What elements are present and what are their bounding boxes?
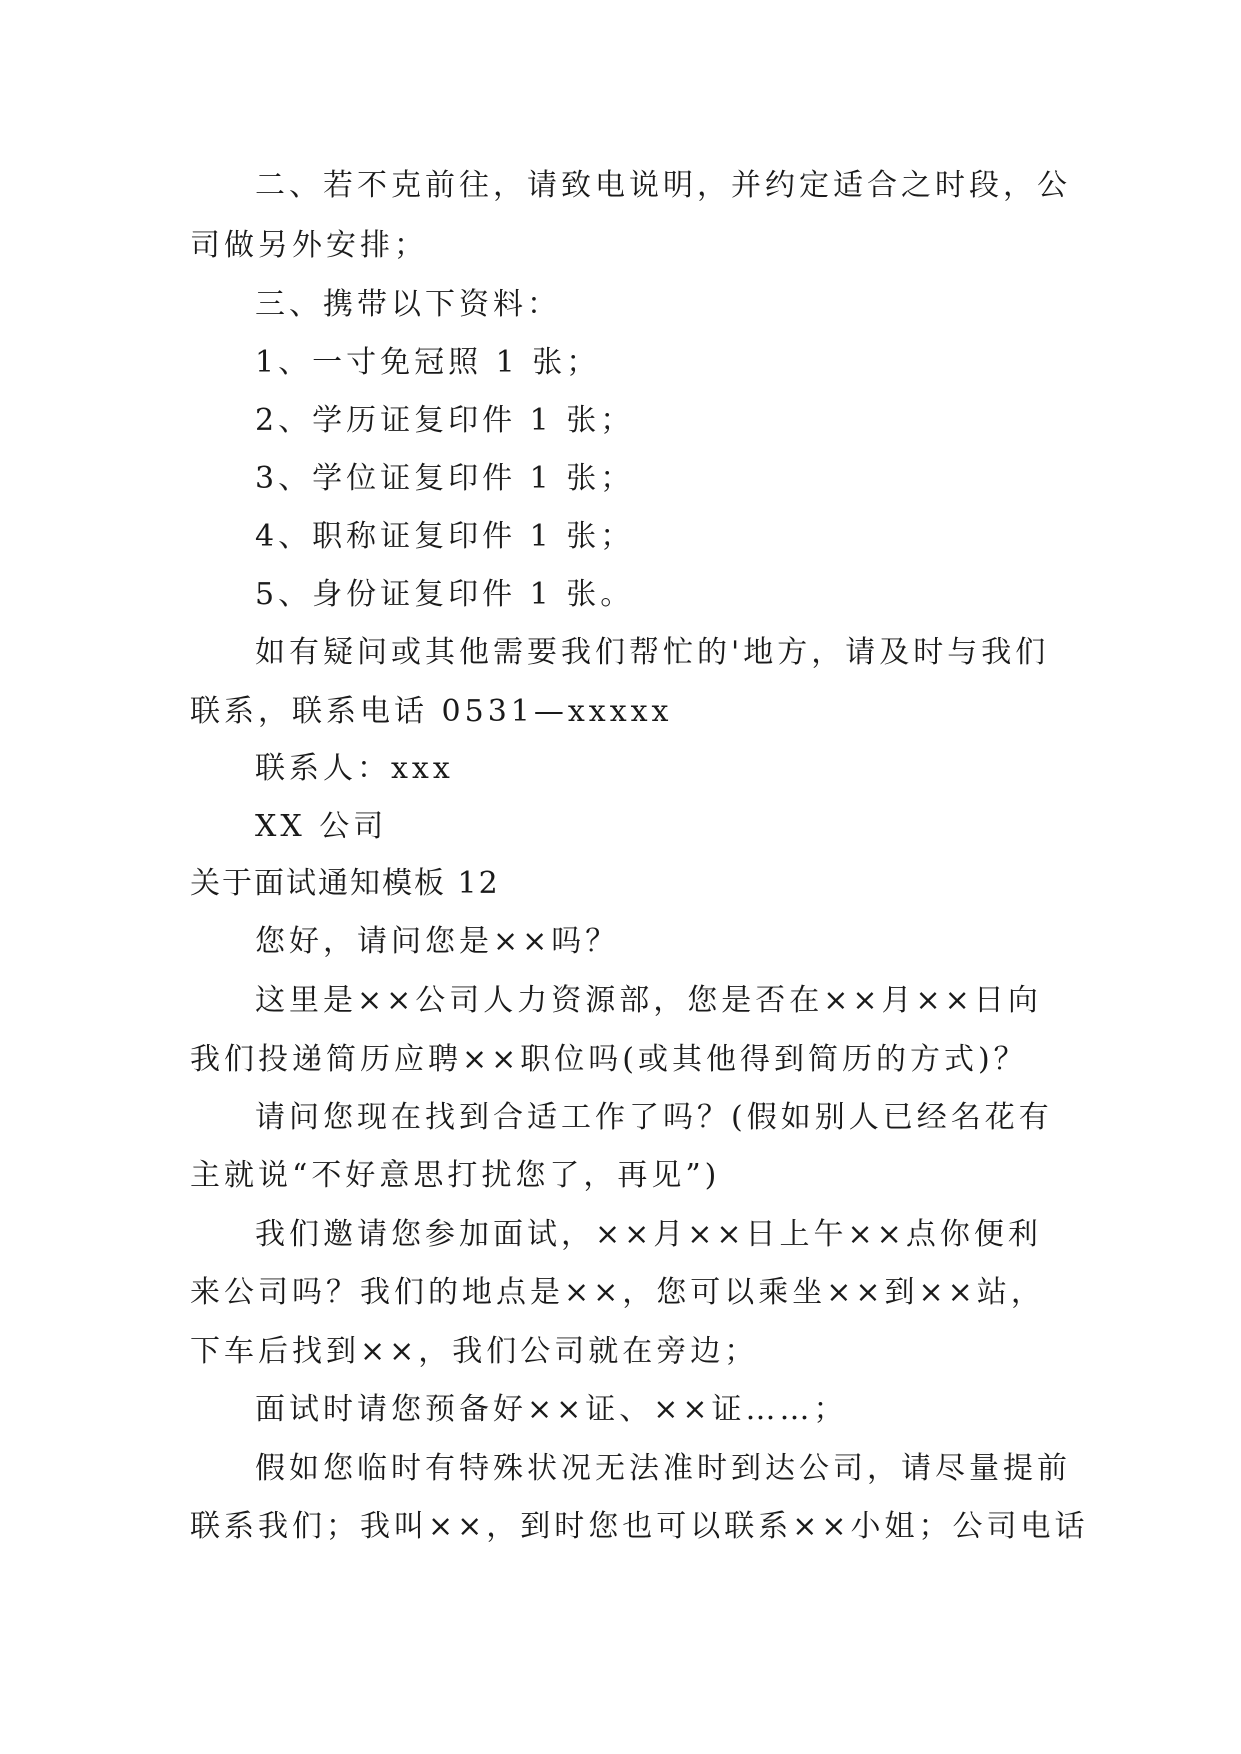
paragraph-line: 这里是××公司人力资源部，您是否在××月××日向 <box>255 983 1042 1018</box>
paragraph-line: 我们投递简历应聘××职位吗(或其他得到简历的方式)？ <box>190 1042 1028 1077</box>
section-heading: 关于面试通知模板 12 <box>190 866 500 901</box>
paragraph-line: 三、携带以下资料： <box>255 287 561 322</box>
list-item: 2、学历证复印件 1 张； <box>255 403 635 438</box>
list-item: 5、身份证复印件 1 张。 <box>255 577 635 612</box>
contact-phone-line: 联系，联系电话 0531—xxxxx <box>190 694 673 729</box>
paragraph-line: 假如您临时有特殊状况无法准时到达公司，请尽量提前 <box>255 1451 1071 1486</box>
paragraph-line: 司做另外安排； <box>190 228 428 263</box>
paragraph-line: 联系我们；我叫××，到时您也可以联系××小姐；公司电话 <box>190 1509 1089 1544</box>
list-item: 3、学位证复印件 1 张； <box>255 461 635 496</box>
contact-person-line: 联系人：xxx <box>255 751 454 786</box>
paragraph-line: 下车后找到××，我们公司就在旁边； <box>190 1334 759 1369</box>
list-item: 1、一寸免冠照 1 张； <box>255 345 601 380</box>
paragraph-line: 面试时请您预备好××证、××证……； <box>255 1392 848 1427</box>
paragraph-line: 主就说“不好意思打扰您了，再见”) <box>190 1158 721 1193</box>
paragraph-line: 如有疑问或其他需要我们帮忙的'地方，请及时与我们 <box>255 635 1050 670</box>
paragraph-line: 我们邀请您参加面试，××月××日上午××点你便利 <box>255 1217 1042 1252</box>
paragraph-line: 来公司吗？我们的地点是××，您可以乘坐××到××站， <box>190 1275 1045 1310</box>
paragraph-line: 二、若不克前往，请致电说明，并约定适合之时段，公 <box>255 168 1071 203</box>
paragraph-line: 请问您现在找到合适工作了吗？(假如别人已经名花有 <box>255 1100 1053 1135</box>
company-signature: XX 公司 <box>255 809 388 844</box>
list-item: 4、职称证复印件 1 张； <box>255 519 635 554</box>
paragraph-line: 您好，请问您是××吗？ <box>255 924 620 959</box>
